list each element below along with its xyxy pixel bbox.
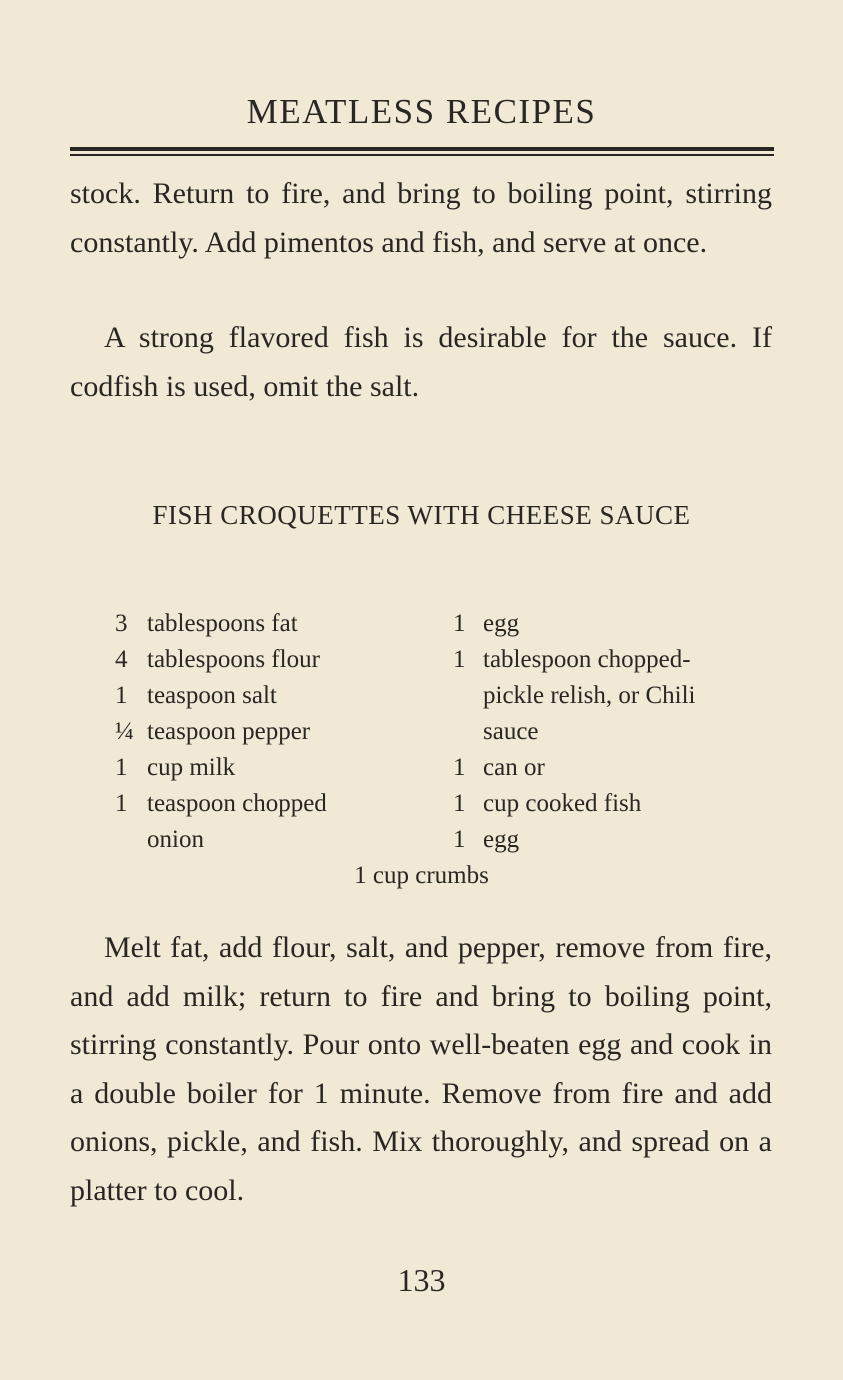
- ingredient-name: cup milk: [147, 754, 236, 781]
- ingredient-line: [115, 822, 415, 858]
- ingredient-name: egg: [483, 826, 520, 853]
- paragraph-note: A strong flavored fish is desirable for the sauce. If codfish is used, omit the salt.: [70, 321, 772, 403]
- ingredient-quantity: 1: [453, 610, 466, 637]
- ingredient-quantity: 4: [115, 646, 128, 673]
- ingredient-quantity: 1: [115, 754, 128, 781]
- ingredient-line: [453, 678, 793, 714]
- ingredient-name: teaspoon salt: [147, 682, 277, 709]
- ingredient-quantity: 1: [453, 790, 466, 817]
- ingredient-line: [115, 786, 415, 822]
- paragraph-continued: stock. Return to fire, and bring to boiling point, stirring constantly. Add pimentos and fish, and serve at once.: [70, 177, 772, 259]
- ingredient-line: [115, 750, 415, 786]
- page-number: 133: [397, 1262, 446, 1298]
- ingredient-line: [453, 750, 793, 786]
- ingredient-continuation: sauce: [483, 718, 539, 745]
- ingredient-name: cup cooked fish: [483, 790, 642, 817]
- ingredient-name: tablespoons fat: [147, 610, 298, 637]
- ingredient-name: egg: [483, 610, 520, 637]
- ingredient-line: [115, 678, 415, 714]
- ingredient-quantity: 1: [453, 646, 466, 673]
- ingredient-quantity: 1: [115, 682, 128, 709]
- recipe-directions: Melt fat, add flour, salt, and pepper, remove from fire, and add milk; return to fire and bring to boiling point, stirring constantly. Pour onto well-beaten egg and cook in a double boiler for 1 minute. Remove from fire and add onions, pickle, and fish. Mix thoroughly, and spread on a platter to cool.: [70, 931, 772, 1207]
- ingredient-quantity: 1: [453, 754, 466, 781]
- ingredient-quantity: ¼: [115, 718, 134, 745]
- ingredients-right-column: [453, 606, 793, 858]
- ingredient-name: can or: [483, 754, 545, 781]
- recipe-title: FISH CROQUETTES WITH CHEESE SAUCE: [152, 500, 691, 530]
- ingredient-name: teaspoon pepper: [147, 718, 311, 745]
- ingredient-quantity: 3: [115, 610, 128, 637]
- ingredient-centered: 1 cup crumbs: [354, 862, 489, 889]
- ingredient-line: [453, 786, 793, 822]
- ingredient-line: [115, 714, 415, 750]
- ingredient-name: tablespoons flour: [147, 646, 320, 673]
- ingredient-continuation: onion: [147, 826, 204, 853]
- header-rule-thin: [70, 154, 774, 156]
- ingredient-line: [453, 642, 793, 678]
- ingredient-line: [115, 642, 415, 678]
- ingredient-line: [453, 606, 793, 642]
- ingredient-name: tablespoon chopped-: [483, 646, 691, 673]
- ingredient-line: [453, 822, 793, 858]
- header-rule-thick: [70, 147, 774, 151]
- ingredient-line: [115, 606, 415, 642]
- ingredient-continuation: pickle relish, or Chili: [483, 682, 696, 709]
- ingredient-quantity: 1: [453, 826, 466, 853]
- running-head: MEATLESS RECIPES: [246, 92, 597, 131]
- ingredient-name: teaspoon chopped: [147, 790, 327, 817]
- ingredient-quantity: 1: [115, 790, 128, 817]
- ingredients-left-column: [115, 606, 415, 858]
- ingredient-line: [453, 714, 793, 750]
